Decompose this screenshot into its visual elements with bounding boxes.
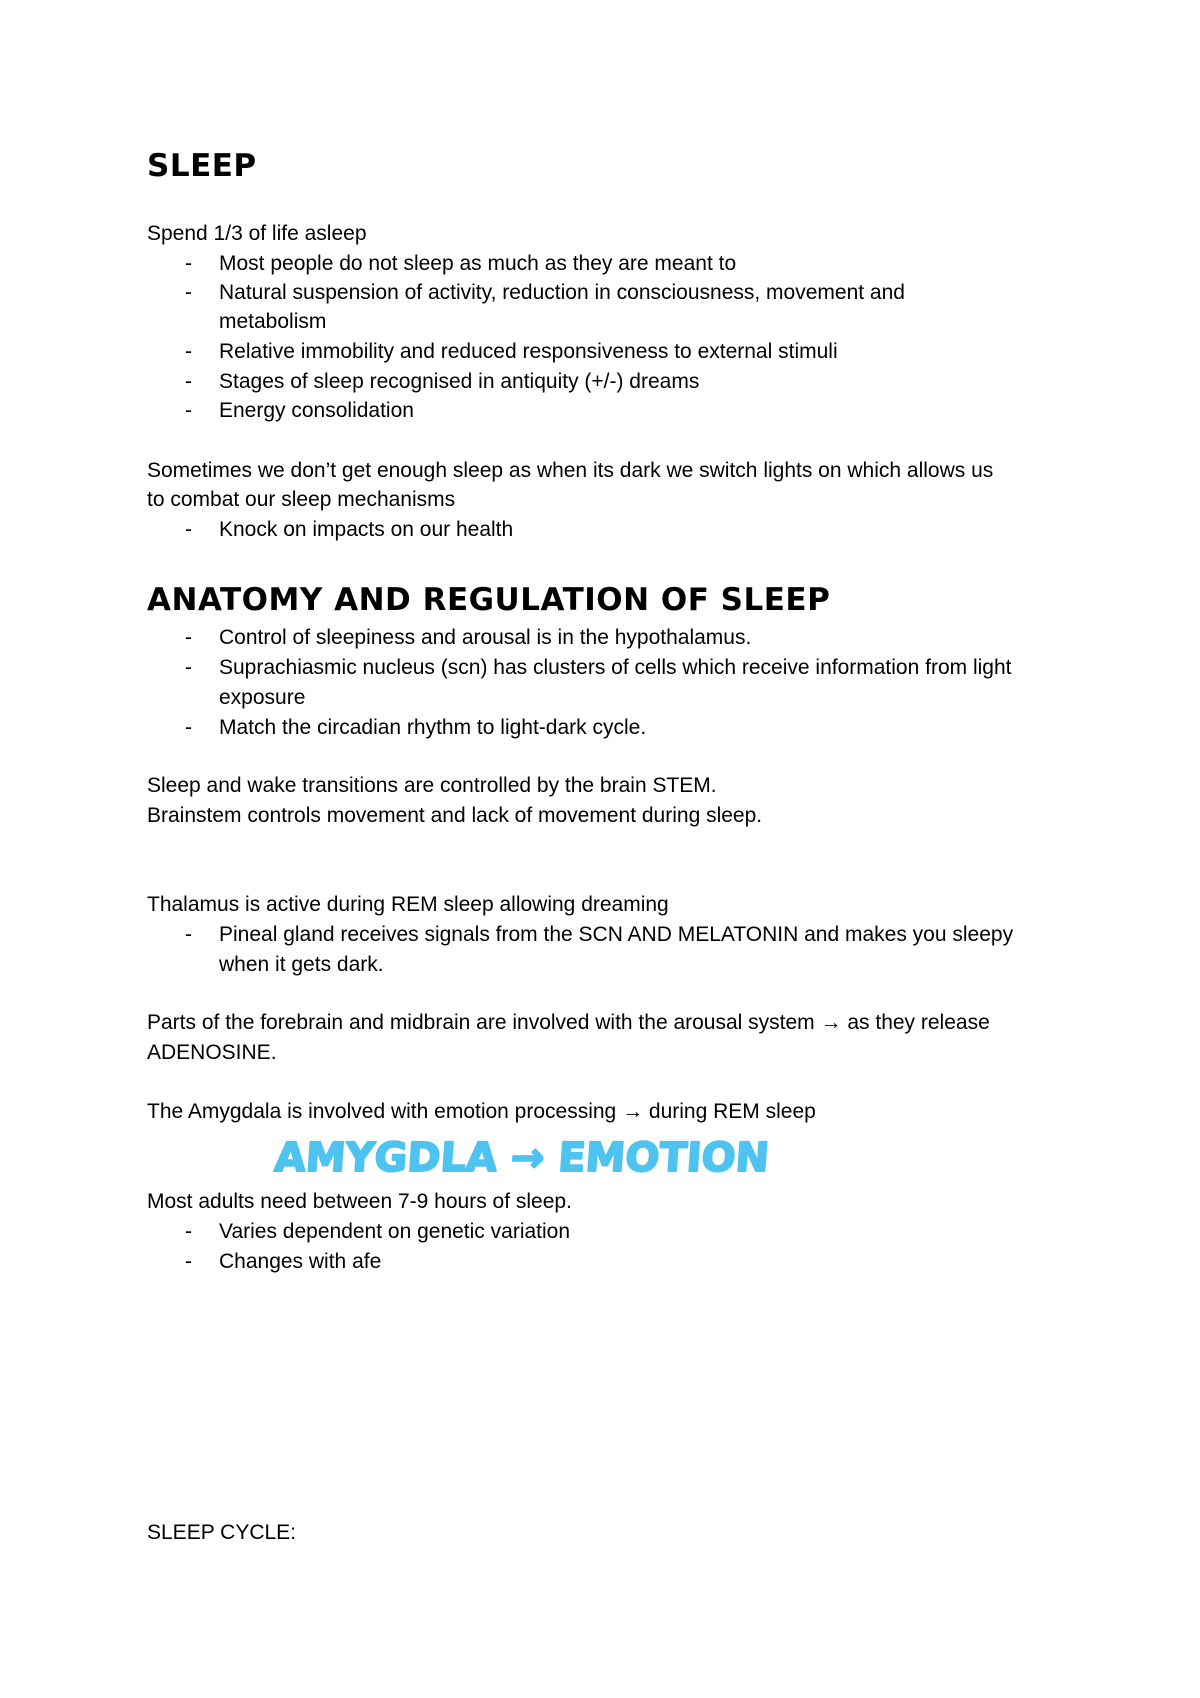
bullet-dash: - (185, 340, 192, 363)
handwritten-note-text: AMYGDLA → EMOTION (273, 1135, 771, 1181)
list-item: - Knock on impacts on our health (147, 515, 1077, 545)
thalamus-text: Thalamus is active during REM sleep allowing dreaming (147, 893, 669, 916)
list-item: - Varies dependent on genetic variation (147, 1217, 1077, 1247)
lights-paragraph-line: to combat our sleep mechanisms (147, 488, 456, 511)
list-item: - Most people do not sleep as much as they are meant to (147, 249, 1077, 279)
lights-paragraph-line: Sometimes we don’t get enough sleep as when its dark we switch lights on which allows us (147, 459, 994, 482)
bullet-dash: - (185, 656, 192, 679)
bullet-dash: - (185, 518, 192, 541)
bullet-dash: - (185, 1220, 192, 1243)
bullet-dash: - (185, 370, 192, 393)
list-item: - Control of sleepiness and arousal is in the hypothalamus. (147, 623, 1077, 653)
intro-text: Spend 1/3 of life asleep (147, 222, 367, 245)
list-item-continuation: when it gets dark. (219, 953, 384, 976)
section-heading-anatomy: ANATOMY AND REGULATION OF SLEEP (147, 582, 831, 618)
anatomy-paragraph-line: Brainstem controls movement and lack of movement during sleep. (147, 804, 763, 827)
page-title: SLEEP (147, 148, 257, 184)
list-item-continuation: exposure (219, 686, 306, 709)
amygdala-text: The Amygdala is involved with emotion processing → during REM sleep (147, 1100, 816, 1123)
list-item: - Energy consolidation (147, 396, 1077, 426)
bullet-dash: - (185, 626, 192, 649)
list-item: - Suprachiasmic nucleus (scn) has clusters of cells which receive information from light (147, 653, 1077, 683)
bullet-dash: - (185, 923, 192, 946)
handwritten-note-image (271, 1127, 771, 1183)
list-item: - Match the circadian rhythm to light-dark cycle. (147, 713, 1077, 743)
bullet-dash: - (185, 281, 192, 304)
sleep-cycle-label: SLEEP CYCLE: (147, 1521, 297, 1544)
forebrain-paragraph-line: ADENOSINE. (147, 1041, 277, 1064)
adults-text: Most adults need between 7-9 hours of sleep. (147, 1190, 572, 1213)
list-item: - Stages of sleep recognised in antiquity (+/-) dreams (147, 367, 1077, 397)
list-item: - Natural suspension of activity, reduction in consciousness, movement and (147, 278, 1077, 308)
forebrain-paragraph-line: Parts of the forebrain and midbrain are involved with the arousal system → as they release (147, 1011, 990, 1034)
bullet-dash: - (185, 1250, 192, 1273)
list-item-continuation: metabolism (219, 310, 327, 333)
list-item: - Pineal gland receives signals from the SCN AND MELATONIN and makes you sleepy (147, 920, 1077, 950)
anatomy-paragraph-line: Sleep and wake transitions are controlled by the brain STEM. (147, 774, 717, 797)
bullet-dash: - (185, 716, 192, 739)
list-item: - Changes with afe (147, 1247, 1077, 1277)
bullet-dash: - (185, 399, 192, 422)
list-item: - Relative immobility and reduced responsiveness to external stimuli (147, 337, 1077, 367)
bullet-dash: - (185, 252, 192, 275)
